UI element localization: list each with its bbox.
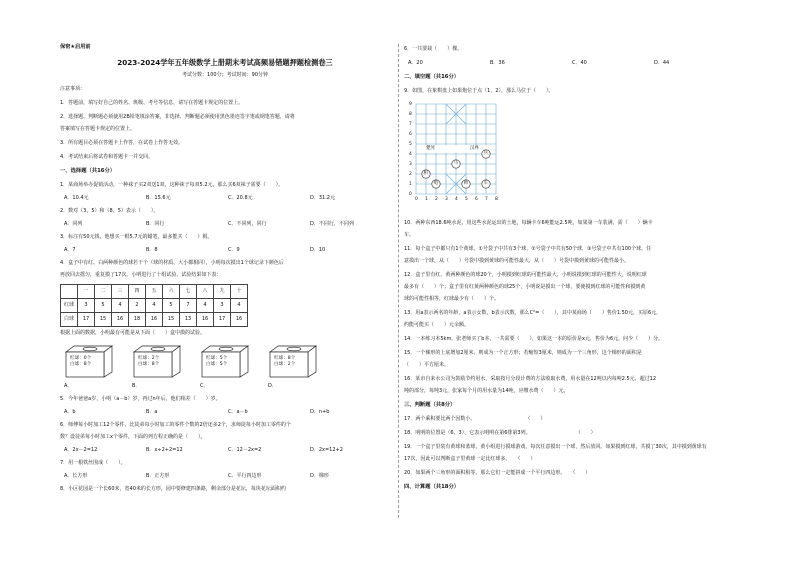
question-line: 吨的部分，每吨3元，张家每个月的用水量为14吨，应缴水费（ ）元。: [404, 388, 569, 394]
note-line: 1．答题前，填写好自己的姓名、班级、考号等信息，请写在答题卡规定的位置上。: [60, 100, 244, 106]
y-tick: 2: [409, 172, 412, 177]
xiangqi-board: [404, 100, 514, 204]
y-tick: 0: [409, 192, 412, 197]
question: 8．小区花园是一个长60米，宽40米的长方形，园中要修建四条路，剩余部分是花坛，每块花坛面积约: [60, 486, 286, 492]
option[interactable]: A．同列: [64, 221, 83, 227]
table-cell: 4: [146, 299, 163, 313]
table-cell: 4: [112, 299, 129, 313]
option[interactable]: D．: [268, 383, 277, 389]
judge-question: 17．两个乘积要比两个因数小。 （ ）: [404, 416, 546, 422]
table-cell: 四: [129, 285, 146, 299]
note-line: 2．选择题、判断题必须使用2B铅笔填涂答案，非选择、判断题必须使用黑色墨迹签字笔或钢笔答题，请将: [60, 114, 295, 120]
option[interactable]: D．31.2元: [310, 195, 335, 201]
table-cell: 3: [78, 299, 95, 313]
table-header-row: [61, 285, 248, 299]
option[interactable]: A．7: [64, 247, 76, 253]
table-cell: 16: [231, 313, 248, 327]
note-line: 3．所有题目必须在答题卡上作答，在试卷上作答无效。: [60, 140, 184, 146]
y-tick: 7: [409, 122, 412, 127]
y-tick: 1: [409, 182, 412, 187]
table-cell: [61, 285, 78, 299]
question-line: 车。: [404, 232, 415, 238]
table-cell: 17: [78, 313, 95, 327]
option[interactable]: D．不同行，不同列: [310, 221, 354, 227]
board-labels: [404, 100, 514, 204]
table-row: [61, 299, 248, 313]
x-tick: 2: [435, 197, 438, 202]
box-white-count: 白球：8个: [138, 361, 160, 367]
table-cell: 一: [78, 285, 95, 299]
table-cell: 16: [197, 313, 214, 327]
judge-question: 19．一个盒子里装有黄球和蓝球，黄小组进行摸球游戏，每次任意摸出一个球，然后放回。如果摸到红球，共摸了30次，其中摸到黄球有: [404, 444, 707, 450]
table-cell: 4: [231, 299, 248, 313]
option[interactable]: C．9: [228, 247, 240, 253]
question: 3．标注有50元钱，他想买一根5.7元的蜡笔，最多能买（ ）根。: [60, 234, 213, 240]
question: 6．一共要栽（ ）棵。: [404, 46, 463, 52]
ball-box-d[interactable]: [264, 344, 318, 378]
question-line: 10．两种东西18.6吨水泥，用这些水泥运出的土地，每辆卡车6吨能运2.5吨，如果第一车装满，需（ ）辆卡: [404, 220, 653, 226]
option[interactable]: A．20: [408, 60, 423, 66]
table-cell: 二: [95, 285, 112, 299]
notes-title: 注意事项：: [60, 86, 86, 92]
table-cell: 15: [95, 313, 112, 327]
y-tick: 6: [409, 132, 412, 137]
option[interactable]: D．梯形: [310, 473, 329, 479]
option[interactable]: B．8: [146, 247, 158, 253]
x-tick: 0: [415, 197, 418, 202]
x-tick: 8: [495, 197, 498, 202]
piece-label: 车: [483, 181, 488, 187]
section-heading: 三、判断题（共8分）: [404, 402, 456, 408]
question: 再放回去摇匀，重复摸了17次，小明进行了十组试验，试验结果如下表：: [60, 272, 222, 278]
ball-box-b[interactable]: [128, 344, 182, 378]
option[interactable]: D．n+b: [310, 409, 330, 415]
question: 4．盒子中有红、白两种颜色的球若干个（球的材质、大小都相同），小明每次摸出1个球记录下颜色后: [60, 260, 284, 266]
note-line: 4．考试结束后将试卷和答题卡一并交回。: [60, 154, 154, 160]
judge-question: 18．明明的位置是（6，3），它表示明明在第6排第3列。 （ ）: [404, 430, 596, 436]
table-cell: 五: [146, 285, 163, 299]
option[interactable]: B．: [132, 383, 141, 389]
section-heading: 二、填空题（共16分）: [404, 74, 460, 80]
piece-label: 兵: [483, 151, 488, 157]
table-cell: 九: [214, 285, 231, 299]
y-tick: 8: [409, 112, 412, 117]
y-tick: 9: [409, 102, 412, 107]
section-heading: 一、选择题（共16分）: [60, 168, 116, 174]
box-white-count: 白球：2个: [274, 361, 296, 367]
x-tick: 1: [425, 197, 428, 202]
option[interactable]: D．44: [654, 60, 670, 66]
question-line: 11．每个盒子中都只有1个黄球。①号袋子中共有3个球，②号袋子中共有50个球，③号袋子中共有100个球。任: [404, 246, 652, 252]
table-cell: 十: [231, 285, 248, 299]
piece-label: 马: [453, 161, 458, 167]
question: 数？设徒弟每小时加工x个零件，下面的列方程正确的是（ ）。: [60, 434, 206, 440]
table-cell: 7: [180, 299, 197, 313]
question-line: （ ）平方厘米。: [404, 362, 450, 368]
x-tick: 5: [465, 197, 468, 202]
table-cell: 红球: [61, 299, 78, 313]
table-cell: 七: [180, 285, 197, 299]
table-cell: 15: [163, 313, 180, 327]
option[interactable]: B．x÷2+2=12: [146, 447, 183, 453]
question-line: 15．一个梯形的上底增加2厘米，则成为一个正方形；若缩短3厘米，则成为一个三角形，这个梯形的面积是: [404, 350, 642, 356]
option[interactable]: D．10: [310, 247, 326, 253]
page-title: 2023-2024学年五年级数学上册期末考试高频易错题押题检测卷三: [117, 58, 333, 67]
option[interactable]: C．平行四边形: [228, 473, 262, 479]
question: 根据上面的数据，小明最有可能是从下面（ ）盒中摸的试验。: [60, 330, 206, 336]
table-cell: 18: [129, 313, 146, 327]
secret-label: 保密★启用前: [60, 44, 91, 50]
option[interactable]: C．40: [572, 60, 587, 66]
option[interactable]: C．20.8元: [228, 195, 253, 201]
table-cell: 白球: [61, 313, 78, 327]
judge-question: 17次，因此可以判断盒子里黄球一定比红球多。 （ ）: [404, 456, 536, 462]
box-red-count: 红球：8个: [274, 356, 296, 361]
option[interactable]: B．正方形: [146, 473, 170, 479]
y-tick: 4: [409, 152, 412, 157]
table-cell: 17: [214, 313, 231, 327]
option[interactable]: B．36: [490, 60, 505, 66]
option[interactable]: B．同行: [146, 221, 165, 227]
question-line: 球的可能性相等，红球最少有（ ）个。: [404, 296, 500, 302]
table-cell: 2: [129, 299, 146, 313]
option[interactable]: A．长方形: [64, 473, 88, 479]
column-divider: [398, 44, 399, 518]
y-tick: 5: [409, 142, 412, 147]
x-tick: 3: [445, 197, 448, 202]
question: 2．数对（3，5）和（8，5）表示（ ）。: [60, 208, 159, 214]
option[interactable]: A．: [64, 383, 73, 389]
table-cell: 5: [95, 299, 112, 313]
question: 6．师傅每小时加工12个零件，比徒弟每小时加工的零件个数的2倍还多2个，求师徒每小时加工零件的个: [60, 422, 291, 428]
box-red-count: 红球：0个: [70, 356, 92, 361]
river-right-label: 汉界: [470, 146, 479, 151]
piece-label: 相: [423, 171, 428, 177]
question-line: 意摸出一个球，从（ ）号袋中摸到黄球的可能性最大，从（ ）号袋中摸到黄球的可能性最小。: [404, 258, 630, 264]
piece-label: 炮: [433, 181, 438, 187]
results-table: [60, 284, 248, 327]
option[interactable]: C．12－2x=2: [228, 447, 262, 453]
table-cell: 16: [146, 313, 163, 327]
piece-label: 帅: [463, 181, 468, 187]
table-cell: 4: [197, 299, 214, 313]
question: 1．某商场举办促销活动，一种袜子买2双送1双，这种袜子每双5.2元，那么买6双袜子需要（ ）。: [60, 182, 284, 188]
box-options: [60, 344, 390, 380]
y-tick: 3: [409, 162, 412, 167]
question-line: 最多有（ ）个；盒子里有红黄两种颜色的球25个，小明说是摸出一个球，要使摸到红球的可能性和摸到黄: [404, 284, 646, 290]
option[interactable]: B．a: [146, 409, 158, 415]
table-cell: 八: [197, 285, 214, 299]
table-cell: 3: [214, 299, 231, 313]
table-cell: 六: [163, 285, 180, 299]
question-line: 约能可能买（ ）元余额。: [404, 322, 470, 328]
table-cell: 三: [112, 285, 129, 299]
option[interactable]: A．10.4元: [64, 195, 89, 201]
option[interactable]: C．a－b: [228, 409, 248, 415]
question-line: 12．盒子里有红、黄两种颜色的球20个，小明摸到红球的可能性最大，小明说摸到红球的可能性大，说明红球: [404, 272, 647, 278]
note-line: 答案填写在答题卡规定的位置上。: [60, 126, 136, 132]
question-line: 13．用a表示两名的年龄，a表示女数，b表示次数，那么C²=（ ），其中某商场（ ）售价1.50元，买原6元，: [404, 310, 662, 316]
option[interactable]: B．15.6元: [146, 195, 171, 201]
x-tick: 7: [485, 197, 488, 202]
option[interactable]: C．不同列，同行: [228, 221, 267, 227]
table-cell: 16: [112, 313, 129, 327]
option[interactable]: D．2x=12+2: [310, 447, 343, 453]
ball-box-c[interactable]: [196, 344, 250, 378]
page-subtitle: 考试分数：100分；考试时间：90分钟: [182, 72, 268, 78]
box-red-count: 红球：5个: [206, 356, 228, 361]
river-left-label: 楚河: [426, 146, 435, 151]
x-tick: 6: [475, 197, 478, 202]
option[interactable]: A．b: [64, 409, 76, 415]
box-white-count: 白球：5个: [206, 361, 228, 367]
table-cell: 5: [163, 299, 180, 313]
table-cell: 13: [180, 313, 197, 327]
section-heading: 四、计算题（共18分）: [404, 484, 460, 490]
ball-box-a[interactable]: [60, 344, 114, 378]
question-line: 16．某市自来水公司为鼓励节约用水，采取按月分段计费的方法收取水费。用水量在12吨以内每吨2.5元，超过12: [404, 376, 657, 382]
option[interactable]: A．2x－2=12: [64, 447, 98, 453]
question: 9．如图，在象棋盘上如果炮位于点（1，2），那么马位于（ ）。: [404, 88, 554, 94]
x-tick: 4: [455, 197, 458, 202]
question-line: 14．一本练习本5km，张老师买了b本，一共需要（ ），如果这一本的原价是x元，售价为6元，问少（ ）分。: [404, 336, 664, 342]
box-white-count: 白球：8个: [70, 361, 92, 367]
box-red-count: 红球：2个: [138, 356, 160, 361]
judge-question: 20．如果两个三角形的面积相等，那么它们一定能拼成一个平行四边形。 （ ）: [404, 470, 591, 476]
question: 5．今年爸爸a岁，小明（a－b）岁，再过n年后，他们相差（ ）岁。: [60, 396, 221, 402]
question: 7．用一根铁丝围成（ ）。: [60, 460, 126, 466]
option[interactable]: C．: [200, 383, 209, 389]
table-row: [61, 313, 248, 327]
